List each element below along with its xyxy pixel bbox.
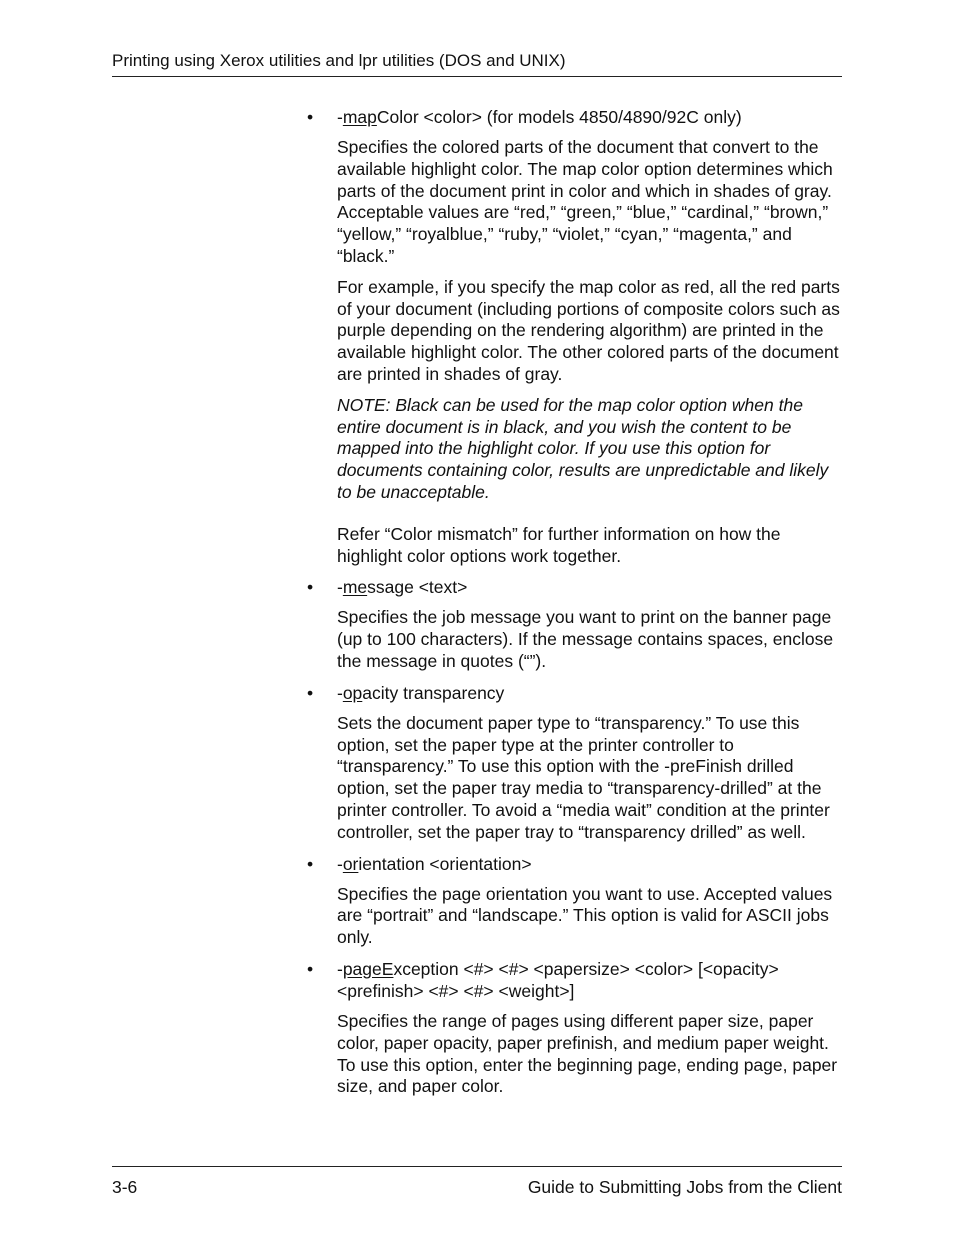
main-content [307,106,842,1107]
option-abbrev: map [342,107,377,127]
option-rest: xception <#> <#> <papersize> <color> [<opacity> <prefinish> <#> <#> <weight>] [337,958,779,1001]
option-opacity-heading [307,682,842,704]
option-mapcolor-example: For example, if you specify the map color as red, all the red parts of your document (including portions of composite colors such as purple depending on the rendering algorithm) are printed in the available highlight color. The other colored parts of the document are printed in shades of gray. [337,276,840,384]
bullet-icon: • [307,107,314,127]
option-abbrev: pageE [342,958,394,979]
option-pageexception [307,958,842,1098]
option-opacity-description: Sets the document paper type to “transparency.” To use this option, set the paper type at the printer controller to “transparency.” To use this option with the -preFinish drilled option, set the paper tray media to “transparency-drilled” at the printer controller. To avoid a “media wait” condition at the printer controller, set the paper tray to “transparency drilled” as well. [337,712,830,842]
option-orientation [307,853,842,949]
option-rest: acity transparency [362,682,505,703]
option-rest: Color <color> (for models 4850/4890/92C only) [376,107,742,127]
bullet-icon: • [307,853,314,874]
option-dash: - [337,682,343,703]
option-mapcolor-note: NOTE: Black can be used for the map color option when the entire document is in black, and you wish the content to be mapped into the highlight color. If you use this option for documents containing color, results are unpredictable and likely to be unacceptable. [337,394,829,502]
option-abbrev: me [342,577,368,598]
option-mapcolor-description: Specifies the colored parts of the document that convert to the available highlight color. The map color option determines which parts of the document print in color and which in shades of gray. Acceptable values are “red,” “green,” “blue,” “cardinal,” “brown,” “yellow,” “royalblue,” “ruby,” “violet,” “cyan,” “magenta,” and “black.” [337,137,833,266]
option-pageexception-heading [307,958,842,1002]
option-mapcolor [307,106,842,567]
option-mapcolor-reference: Refer “Color mismatch” for further information on how the highlight color options work together. [337,523,781,566]
option-dash: - [337,107,343,127]
option-dash: - [337,577,343,598]
guide-title: Guide to Submitting Jobs from the Client [527,1177,842,1197]
option-orientation-description: Specifies the page orientation you want to use. Accepted values are “portrait” and “landscape.” This option is valid for ASCII jobs only. [337,883,833,948]
option-message [307,576,842,672]
bullet-icon: • [307,958,314,979]
option-mapcolor-heading [307,106,842,128]
option-pageexception-description: Specifies the range of pages using different paper size, paper color, paper opacity, paper prefinish, and medium paper weight. To use this option, enter the beginning page, ending page, paper size, and paper color. [337,1010,838,1097]
option-message-heading [307,576,842,598]
option-abbrev: or [342,853,359,874]
bullet-icon: • [307,682,314,703]
option-dash: - [337,853,343,874]
footer-divider [112,1166,842,1167]
bullet-icon: • [307,577,314,598]
option-rest: ssage <text> [367,577,468,598]
option-rest: ientation <orientation> [358,853,532,874]
option-abbrev: op [342,682,363,703]
option-orientation-heading [307,853,842,875]
running-header: Printing using Xerox utilities and lpr utilities (DOS and UNIX) [112,51,566,70]
page-number: 3-6 [112,1177,138,1197]
option-opacity [307,682,842,844]
option-message-description: Specifies the job message you want to print on the banner page (up to 100 characters). If the message contains spaces, enclose the message in quotes (“”). [337,607,834,671]
header-divider [112,76,842,77]
option-dash: - [337,958,343,979]
